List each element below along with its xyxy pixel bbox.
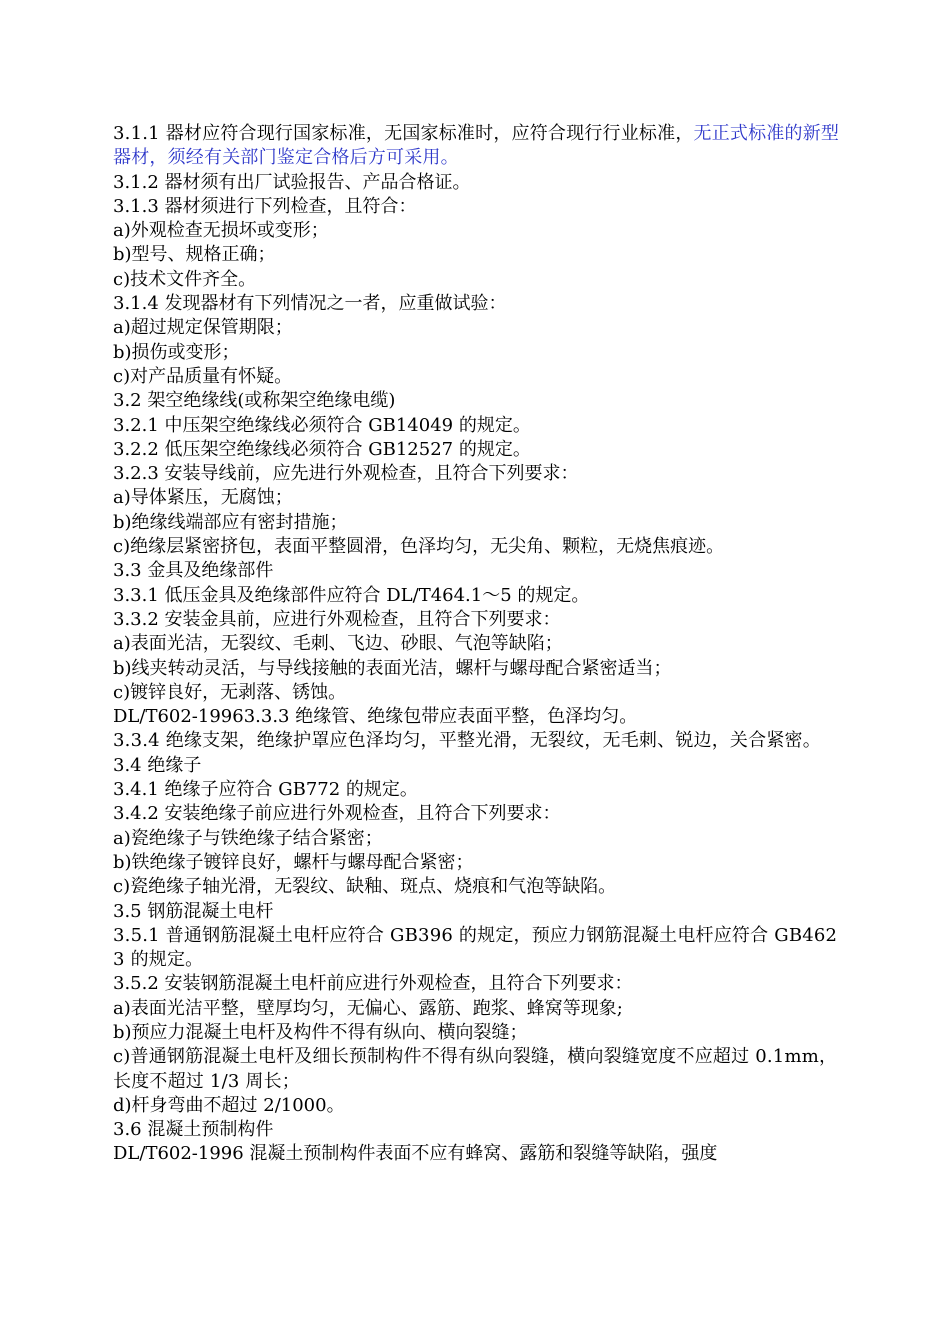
text-line: 3.4.1 绝缘子应符合 GB772 的规定。 [113, 779, 418, 801]
text-line: a)表面光洁，无裂纹、毛刺、飞边、砂眼、气泡等缺陷； [113, 633, 563, 655]
text-line: b)损伤或变形； [113, 341, 240, 363]
section-heading: 3.3 金具及绝缘部件 [113, 560, 274, 582]
text-line: 3.2.1 中压架空绝缘线必须符合 GB14049 的规定。 [113, 414, 531, 436]
text-line: b)线夹转动灵活，与导线接触的表面光洁，螺杆与螺母配合紧密适当； [113, 657, 672, 679]
section-heading: 3.4 绝缘子 [113, 754, 202, 776]
text-line: c)瓷绝缘子轴光滑，无裂纹、缺釉、斑点、烧痕和气泡等缺陷。 [113, 876, 617, 898]
text-line: 3.3.2 安装金具前，应进行外观检查，且符合下列要求： [113, 608, 561, 630]
text-line: c)绝缘层紧密挤包，表面平整圆滑，色泽均匀，无尖角、颗粒，无烧焦痕迹。 [113, 536, 725, 558]
text-line: d)杆身弯曲不超过 2/1000。 [113, 1094, 345, 1116]
section-heading: 3.2 架空绝缘线(或称架空绝缘电缆) [113, 390, 396, 412]
paragraph-3-1-1 [113, 122, 840, 171]
text-line: c)技术文件齐全。 [113, 268, 257, 290]
text-line: b)型号、规格正确； [113, 244, 276, 266]
text-line: c)普通钢筋混凝土电杆及细长预制构件不得有纵向裂缝，横向裂缝宽度不应超过 0.1mm，长度不超过 1/3 周长； [113, 1046, 838, 1092]
text-line: 3.2.2 低压架空绝缘线必须符合 GB12527 的规定。 [113, 438, 531, 460]
text-line: 3.1.2 器材须有出厂试验报告、产品合格证。 [113, 171, 471, 193]
text-line: a)表面光洁平整，壁厚均匀，无偏心、露筋、跑浆、蜂窝等现象; [113, 997, 623, 1019]
section-heading: 3.6 混凝土预制构件 [113, 1119, 274, 1141]
text-line: a)导体紧压，无腐蚀； [113, 487, 293, 509]
text-line: 3.1.4 发现器材有下列情况之一者，应重做试验： [113, 293, 507, 315]
text-line: b)预应力混凝土电杆及构件不得有纵向、横向裂缝； [113, 1021, 528, 1043]
text-line: 3.3.1 低压金具及绝缘部件应符合 DL/T464.1～5 的规定。 [113, 584, 590, 606]
text-line: b)铁绝缘子镀锌良好，螺杆与螺母配合紧密； [113, 851, 474, 873]
text-line: 3.5.1 普通钢筋混凝土电杆应符合 GB396 的规定，预应力钢筋混凝土电杆应符合 GB4623 的规定。 [113, 924, 838, 971]
paragraph-3-1-1-highlight: 无正式标准的新型器材，须经有关部门鉴定合格后方可采用。 [113, 123, 840, 169]
document-body [113, 122, 840, 1167]
section-heading: 3.5 钢筋混凝土电杆 [113, 900, 274, 922]
text-line: c)对产品质量有怀疑。 [113, 365, 293, 387]
text-line: DL/T602-19963.3.3 绝缘管、绝缘包带应表面平整，色泽均匀。 [113, 706, 638, 728]
text-line: 3.3.4 绝缘支架，绝缘护罩应色泽均匀，平整光滑，无裂纹，无毛刺、锐边，关合紧密。 [113, 730, 821, 752]
text-line: 3.2.3 安装导线前，应先进行外观检查，且符合下列要求： [113, 463, 579, 485]
text-line: a)瓷绝缘子与铁绝缘子结合紧密； [113, 827, 383, 849]
text-line: 3.5.2 安装钢筋混凝土电杆前应进行外观检查，且符合下列要求： [113, 973, 633, 995]
paragraph-3-1-1-text: 3.1.1 器材应符合现行国家标准，无国家标准时，应符合现行行业标准， [113, 123, 694, 144]
text-line: 3.4.2 安装绝缘子前应进行外观检查，且符合下列要求： [113, 803, 561, 825]
text-line: a)外观检查无损坏或变形； [113, 220, 329, 242]
text-line: a)超过规定保管期限； [113, 317, 293, 339]
text-line: b)绝缘线端部应有密封措施； [113, 511, 348, 533]
text-line: DL/T602-1996 混凝土预制构件表面不应有蜂窝、露筋和裂缝等缺陷，强度 [113, 1143, 718, 1165]
text-line: c)镀锌良好，无剥落、锈蚀。 [113, 681, 347, 703]
text-line: 3.1.3 器材须进行下列检查，且符合： [113, 195, 417, 217]
